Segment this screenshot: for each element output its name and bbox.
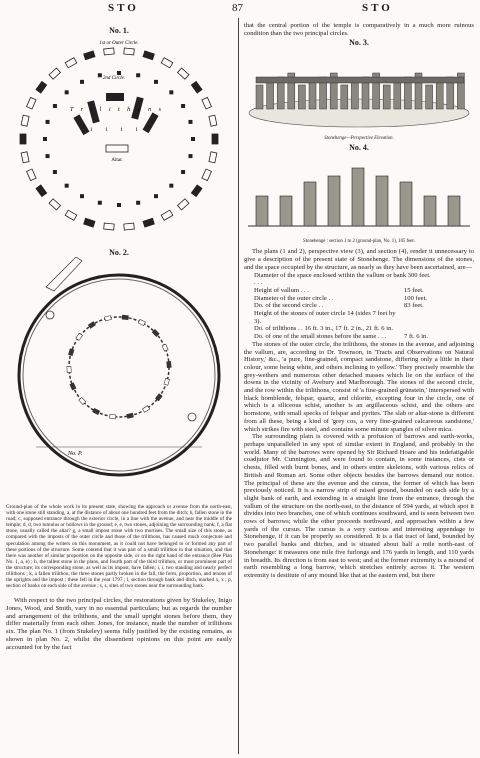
second-circle-stone <box>169 90 173 94</box>
dimension-row <box>244 272 474 287</box>
second-circle-stone <box>181 170 185 174</box>
outer-stone <box>191 81 202 93</box>
section-stone <box>424 196 436 226</box>
outer-stone <box>143 218 154 227</box>
dimension-row <box>244 295 474 303</box>
outer-stone <box>84 218 95 227</box>
second-circle-stone <box>154 80 158 84</box>
outer-stone <box>104 48 115 55</box>
ruin-stone <box>67 366 71 372</box>
altar-label: Altar. <box>111 158 123 163</box>
ruin-stone <box>110 414 116 419</box>
second-circle-stone <box>169 184 173 188</box>
outer-stone <box>49 199 60 210</box>
left-paragraph-block <box>6 597 232 651</box>
outer-stone <box>21 152 29 163</box>
dimension-label: Do. of one of the small stones before the same . . . <box>254 333 387 341</box>
page-number: 87 <box>232 2 243 14</box>
outer-stone <box>84 51 95 60</box>
dimension-value: 83 feet. <box>404 302 424 310</box>
second-circle-stone <box>98 73 102 77</box>
dimension-label: Do. of trilithons . . 16 ft. 3 in., 17 ft. 2 in., 21 ft. 6 in. <box>254 325 394 333</box>
figure-3-caption: Stonehenge—Perspective Elevation. <box>324 136 394 142</box>
ruin-stone <box>93 408 100 414</box>
ruin-stone <box>68 349 74 356</box>
figure-4-label: No. 4. <box>349 143 369 153</box>
figure-3-label: No. 3. <box>349 38 369 48</box>
right-column <box>244 14 474 580</box>
ruin-stone <box>164 378 170 385</box>
figure-2-label: No. 2. <box>109 248 129 257</box>
dimension-row <box>244 310 474 325</box>
ruined-stones <box>67 315 171 419</box>
outer-stone <box>209 115 217 126</box>
outer-stone <box>36 185 47 197</box>
section-stone <box>352 168 364 226</box>
outer-stone <box>209 152 217 163</box>
dimensions-list <box>244 272 474 341</box>
second-circle-label: 2nd Circle. <box>102 76 126 81</box>
dimension-label: Height of vallum . . . <box>254 286 309 294</box>
plain-paragraph: The surrounding plain is covered with a profusion of barrows and earth-works, perhaps unparalleled in any spot of similar extent in England, and probably in the world. Many of the barrows were opened by Sir Richard Hoare and his indefatigable coadjutor Mr. Cunnington, and were found to contain, in some instances, cists or chests, filled with burnt bones, and in others entire skeletons, with various relics of British and Roman art. Some other objects besides the barrows demand our notice. The principal of these are the avenue and the cursus, the former of which has been previously noticed. It is a narrow strip of raised ground, bounded on each side by a slight bank of earth, and extending in a straight line from the entrance, through the vallum of the structure on the north-east, to the distance of 594 yards, at which spot it divides into two branches, one of which continues southward, and is seen between two rows of barrows; while the other proceeds northward, and approaches within a few yards of the cursus. The cursus is a very curious and interesting appendage to Stonehenge, if it can be properly so considered. It is a flat tract of land, bounded by two parallel banks and ditches, and is situated about half a mile north-east of Stonehenge: it measures one mile five furlongs and 176 yards in length, and 110 yards in breadth. Its direction is from east to west; and at the former extremity is a mound of earth resembling a long barrow, which stretches entirely across it. The western extremity is destitute of any mound like that at the eastern end, but there <box>244 433 474 579</box>
right-top-block <box>244 22 474 37</box>
second-circle-stone <box>191 137 195 141</box>
outer-stone <box>104 223 115 230</box>
outer-stone <box>124 223 135 230</box>
dimension-label: Diameter of the space enclosed within the vallum or bank . . . <box>254 271 407 287</box>
perspective-stone <box>383 85 390 109</box>
outer-stone <box>49 68 60 79</box>
second-circle-stone <box>136 73 140 77</box>
outer-circle-label: 1st or Outer Circle. <box>99 41 139 46</box>
dimension-row <box>244 287 474 295</box>
second-circle-stone <box>181 104 185 108</box>
second-circle-stone <box>53 104 57 108</box>
ground-plan-caption: Ground-plan of the whole work in its present state, showing the approach or avenue from the north-east, with one stone still standing, a, at the distance of about one hundred feet from the ditch; b, fallen stone in the road; c, supposed entrance through the exterior circle, in a line with the avenue, and near the middle of the temple; d, d, two tumulus or hollows in the ground; e, e, two stones, adjoining the surrounding bank; f, a flat stone, usually called the altar? g, a small impost stone with two mortises. The small size of this stone, as compared with the imposts of the outer circle and those of the trilithons, has caused much conjecture and speculation among the writers on this monument, as it could not have belonged to or formed any part of these portions of the structure. Some contend that it was part of a small trilithon in that situation, and that there was another of similar proportion on the opposite side, or on the right hand of the entrance (Bee Plan No. 1, a, e) ; h, the tallest stone in the plans, and fourth part of the third trilithon, or most prominent part of the structure; its corresponding stone, as well as its impost, have fallen; i, i, two standing and nearly perfect trilithons ; k, a fallen trilithon, the three stones partly broken in the fall, the form, proportion, and tenons of the uprights and the impost ; these fell in the year 1797 ; l, section through bank and ditch, marked x, x ; p, section of banks on each side of the avenue ; s, s, sites of two stones near the surrounding bank. <box>6 504 232 590</box>
perspective-stone <box>298 85 305 109</box>
dimension-value: 7 ft. 6 in. <box>404 333 428 341</box>
ruin-stone <box>70 383 76 390</box>
perspective-stone <box>267 81 274 109</box>
second-circle-stone <box>136 201 140 205</box>
outer-stone <box>27 169 37 181</box>
left-paragraph: With respect to the two principal circles, the restorations given by Stukeley, Inigo Jones, Wood, and Smith, vary in no essential particulars; but as regards the number and arrangement of the trilithons, and the small upright stones before them, they differ materially from each other. Jones, for instance, made the number of trilithons six. The plan No. 1 (from Stukeley) seems fully justified by the existing remains, as shown in plan No. 2, whilst the dissentient opinions on this point are easily accounted for by the fact <box>6 597 232 651</box>
altar-stone <box>106 145 128 152</box>
section-stone <box>304 182 316 226</box>
second-circle-stone <box>188 120 192 124</box>
dimension-row <box>244 333 474 341</box>
outer-stone <box>178 199 189 210</box>
dimension-value: 300 feet. <box>407 271 431 279</box>
section-stone <box>400 182 412 226</box>
inner-stones-label: i i i i <box>90 127 144 133</box>
dimension-value: 15 feet. <box>404 286 424 294</box>
second-circle-stone <box>154 194 158 198</box>
ruin-stone <box>127 413 134 418</box>
right-top-text: that the central portion of the temple is comparatively in a much more ruinous condition than the two principal circles. <box>244 22 474 37</box>
tumulus-d <box>46 311 54 319</box>
section-stone <box>280 196 292 226</box>
dimension-label: Diameter of the outer circle . . <box>254 294 334 302</box>
ruin-stone <box>88 322 95 329</box>
second-circle-stone <box>46 154 50 158</box>
perspective-stone <box>394 81 401 109</box>
section-stones <box>256 168 460 226</box>
outer-stone <box>21 115 29 126</box>
outer-bank <box>19 275 219 475</box>
inner-ditch <box>23 279 215 471</box>
second-circle-stone <box>188 154 192 158</box>
outer-stone <box>65 58 77 68</box>
outer-stone <box>161 58 173 68</box>
stones-block <box>244 341 474 580</box>
figure-4-caption: Stonehenge : section 1 to 2 (ground-plan, No. 1), 105 feet. <box>303 239 415 245</box>
outer-stone <box>36 81 47 93</box>
second-circle-stones <box>43 71 195 207</box>
header-right: STO <box>362 2 393 14</box>
outer-stone <box>178 68 189 79</box>
second-circle-stone <box>98 201 102 205</box>
figure-1-plan <box>6 35 232 241</box>
trilithons-label: T r i l i t h o n s <box>69 107 165 113</box>
ruin-stone <box>105 316 112 321</box>
intro-block <box>244 248 474 271</box>
outer-stone <box>27 97 37 109</box>
tumulus-d2 <box>188 413 196 421</box>
column-divider <box>238 18 239 754</box>
outer-stone <box>212 134 218 144</box>
second-circle-stone <box>43 137 47 141</box>
perspective-stone <box>256 85 263 109</box>
outer-stone <box>202 169 212 181</box>
perspective-stone <box>351 81 358 109</box>
figure-3-perspective <box>244 47 474 131</box>
dimension-value: 100 feet. <box>404 294 428 302</box>
dimension-row <box>244 302 474 310</box>
second-circle-stone <box>65 184 69 188</box>
second-circle-stone <box>117 71 121 75</box>
figure-4-section <box>244 152 474 234</box>
section-label: No. P. <box>68 451 83 457</box>
second-circle-stone <box>53 170 57 174</box>
outer-stone <box>20 134 26 144</box>
perspective-stone <box>436 81 443 109</box>
header-left: STO <box>108 2 139 14</box>
ruin-stone <box>122 315 128 320</box>
intro-paragraph: The plans (1 and 2), perspective view (3), and section (4), render it unnecessary to give a description of the present state of Stonehenge. The dimensions of the stones, and the space occupied by the structure, as nearly as they have been ascertained, are— <box>244 248 474 271</box>
outer-stone <box>143 51 154 60</box>
second-circle-stone <box>117 203 121 207</box>
dimension-label: Height of the stones of outer circle 14 (sides 7 feet by 3). <box>254 310 396 325</box>
second-circle-stone <box>65 90 69 94</box>
dimension-value <box>404 325 474 333</box>
second-circle-stone <box>80 194 84 198</box>
outer-stone <box>65 210 77 220</box>
section-stone <box>376 176 388 226</box>
perspective-stone <box>341 85 348 109</box>
perspective-stone <box>426 85 433 109</box>
dimension-row <box>244 325 474 333</box>
ruin-stone <box>162 344 168 351</box>
dimension-value <box>404 310 474 325</box>
stones-paragraph: The stones of the outer circle, the trilithons, the stones in the avenue, and adjoining the vallum, are, according to Dr. Townson, in 'Tracts and Observations on Natural History,' &c., 'a pure, fine-grained, compact sandstone, differing only a little in their colour, some being white, and others inclining to yellow.' They precisely resemble the grey-wethers and numerous other detached masses which lie on the surface of the downs in the vicinity of Avebury and Marlborough. The stones of the second circle, and the row within the trilithons, consist of 'a fine-grained grünstein,' interspersed with black hornblende, felspar, quartz, and chlorite, excepting four in the circle, one of which is a siliceous schist, another is an argillaceous schist, and the others are hornstone, with small specks of felspar and pyrites. The slab or altar-stone is different from all these, being a kind of 'grey cos, a very fine-grained calcareous sandstone,' which strikes fire with steel, and contains some minute spangles of silver mica. <box>244 340 474 433</box>
ruin-stone <box>167 361 171 367</box>
left-column <box>6 14 232 651</box>
outer-stone <box>191 185 202 197</box>
outer-stone <box>124 48 135 55</box>
section-stone <box>328 176 340 226</box>
outer-stone <box>161 210 173 220</box>
second-circle-stone <box>46 120 50 124</box>
second-circle-stone <box>80 80 84 84</box>
figure-2-plan <box>6 257 232 497</box>
figure-1-label: No. 1. <box>109 26 129 35</box>
dimension-label: Do. of the second circle . . <box>254 302 324 310</box>
outer-stone <box>202 97 212 109</box>
section-stone <box>448 196 460 226</box>
ruin-stone <box>138 319 145 325</box>
section-stone <box>256 196 268 226</box>
perspective-stone <box>309 81 316 109</box>
lintel-ring <box>256 77 464 83</box>
